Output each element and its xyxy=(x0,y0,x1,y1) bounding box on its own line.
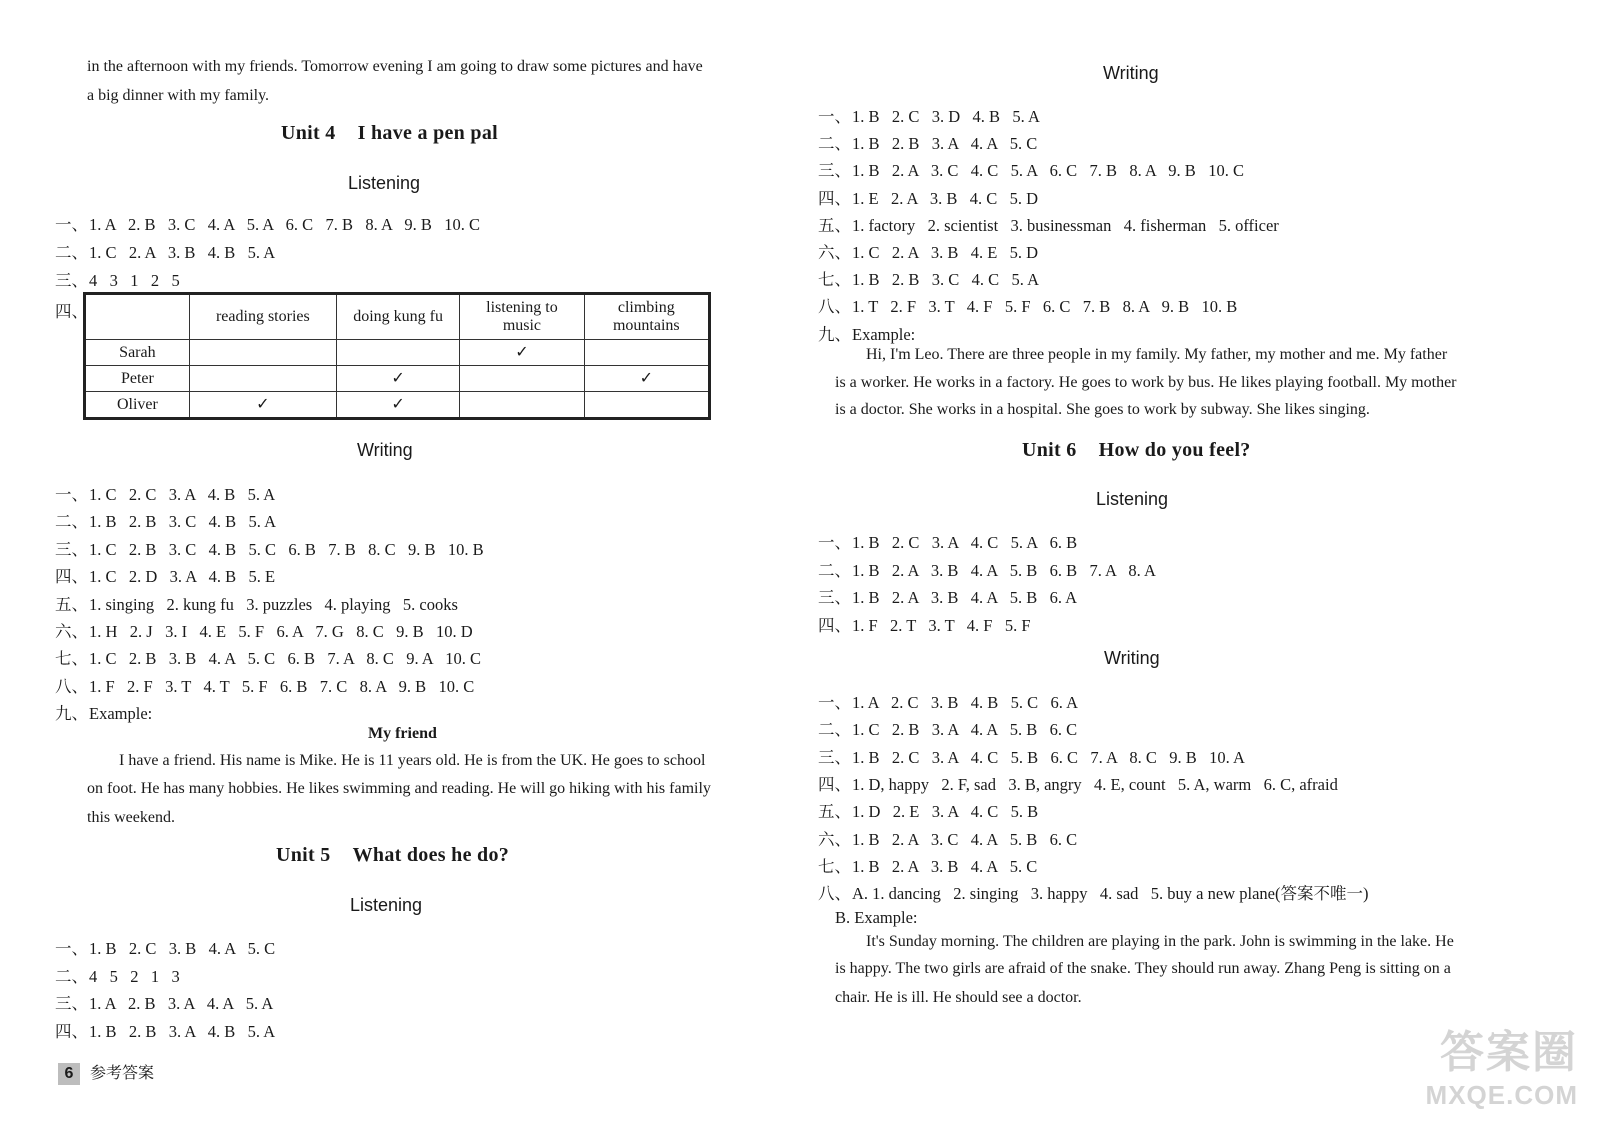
answer-row xyxy=(818,266,1039,290)
essay4-line-3: this weekend. xyxy=(87,809,175,826)
answer-row-text: 1. singing 2. kung fu 3. puzzles 4. playing 5. cooks xyxy=(89,594,458,614)
unit5-name: What does he do? xyxy=(352,844,510,866)
b-example: B. Example: xyxy=(835,908,918,927)
unit4-writing-heading: Writing xyxy=(357,440,413,460)
answer-row-label: 二、 xyxy=(818,134,851,154)
table-row xyxy=(85,392,710,419)
table-row xyxy=(85,366,710,392)
unit5-title xyxy=(276,844,509,867)
table-header-text: reading stories xyxy=(215,308,310,325)
answer-row-label: 八、 xyxy=(55,676,88,696)
answer-row-label: 一、 xyxy=(818,533,851,552)
table-header-row xyxy=(85,294,710,340)
answer-row-text: 1. A 2. B 3. C 4. A 5. A 6. C 7. B 8. A 9. B 10. C xyxy=(89,215,481,234)
answer-row-text: 1. B 2. B 3. C 4. C 5. A xyxy=(852,270,1040,290)
answer-row-label: 三、 xyxy=(818,747,851,767)
answer-row-label: 九、 xyxy=(55,704,88,724)
answer-row-text: 1. C 2. B 3. A 4. A 5. B 6. C xyxy=(852,720,1078,740)
table-header-text: doing kung fu xyxy=(353,308,443,325)
answer-row-text: 1. factory 2. scientist 3. businessman 4. fisherman 5. officer xyxy=(852,215,1279,235)
answer-row-label: 二、 xyxy=(55,243,88,262)
answer-row xyxy=(55,536,484,560)
answer-row-label: 三、 xyxy=(818,588,851,607)
answer-row-label: 二、 xyxy=(818,560,851,580)
answer-row-label: 七、 xyxy=(818,856,851,876)
answer-row xyxy=(55,563,275,587)
unit6-title xyxy=(1022,439,1251,462)
answer-row-text: 1. B 2. C 3. D 4. B 5. A xyxy=(852,107,1040,126)
answer-row-text: 1. B 2. A 3. C 4. C 5. A 6. C 7. B 8. A 9. B 10. C xyxy=(852,161,1244,181)
answer-row-label: 三、 xyxy=(818,161,851,181)
answer-row xyxy=(55,508,276,532)
essay5-line-3: is a doctor. She works in a hospital. She goes to work by subway. She likes singing. xyxy=(835,401,1370,418)
essay5-line-2: is a worker. He works in a factory. He goes to work by bus. He likes playing football. My mother xyxy=(835,374,1457,391)
check-mark-cell xyxy=(336,340,459,366)
answer-row-text: 1. F 2. F 3. T 4. T 5. F 6. B 7. C 8. A 9. B 10. C xyxy=(89,676,475,696)
answer-row-text: 1. B 2. A 3. C 4. A 5. B 6. C xyxy=(852,829,1078,849)
answer-row xyxy=(55,239,275,263)
answer-row xyxy=(55,990,273,1014)
answer-row-label: 六、 xyxy=(55,622,88,641)
essay4-line-1: I have a friend. His name is Mike. He is 11 years old. He is from the UK. He goes to school xyxy=(119,752,706,769)
answer-row-text: 1. B 2. A 3. B 4. A 5. C xyxy=(852,856,1038,876)
answer-row xyxy=(818,103,1040,127)
answer-row-text: 1. A 2. B 3. A 4. A 5. A xyxy=(89,994,274,1014)
answer-row xyxy=(55,645,481,669)
answer-row-label: 五、 xyxy=(818,802,851,822)
answer-row-label: 二、 xyxy=(55,966,88,986)
answer-row xyxy=(55,591,458,615)
unit6-writing-heading: Writing xyxy=(1104,648,1160,668)
answer-row-text: 1. D 2. E 3. A 4. C 5. B xyxy=(852,802,1039,822)
answer-row-text: A. 1. dancing 2. singing 3. happy 4. sad 5. buy a new plane(答案不唯一) xyxy=(852,884,1369,904)
answer-row-text: 1. B 2. B 3. A 4. A 5. C xyxy=(852,134,1038,154)
check-mark-cell: ✓ xyxy=(460,340,584,366)
check-mark-cell xyxy=(189,340,336,366)
answer-row xyxy=(55,963,180,987)
check-mark-cell xyxy=(189,366,336,392)
table-row-name: Oliver xyxy=(85,392,190,419)
answer-row-text: 1. B 2. B 3. C 4. B 5. A xyxy=(89,512,277,532)
table-header-cell xyxy=(336,294,459,340)
intro-line-1: in the afternoon with my friends. Tomorrow evening I am going to draw some pictures and have xyxy=(87,58,703,75)
answer-row xyxy=(818,321,915,345)
check-mark-cell xyxy=(460,366,584,392)
table-header-cell xyxy=(460,294,584,340)
unit5-number: Unit 5 xyxy=(276,844,331,866)
table-label: 四、 xyxy=(55,302,88,321)
unit6-listening-heading: Listening xyxy=(1096,489,1169,509)
unit4-name: I have a pen pal xyxy=(357,122,498,144)
answer-row-text: 1. C 2. A 3. B 4. E 5. D xyxy=(852,243,1039,262)
check-mark-cell xyxy=(460,392,584,419)
unit5-listening-heading: Listening xyxy=(350,895,423,915)
unit6-number: Unit 6 xyxy=(1022,439,1077,461)
answer-row xyxy=(818,584,1077,608)
unit5-writing-heading: Writing xyxy=(1103,63,1159,83)
answer-row xyxy=(818,853,1037,877)
answer-row xyxy=(818,744,1245,768)
answer-row-label: 一、 xyxy=(818,693,851,712)
table-row-name: Peter xyxy=(85,366,190,392)
answer-row xyxy=(818,529,1077,553)
watermark-line-2: MXQE.COM xyxy=(1425,1080,1578,1110)
answer-row-text: 1. B 2. B 3. A 4. B 5. A xyxy=(89,1021,276,1041)
answer-row xyxy=(55,481,275,505)
watermark xyxy=(1426,1016,1578,1111)
answer-row-text: 1. E 2. A 3. B 4. C 5. D xyxy=(852,188,1039,208)
answer-row-text: 1. F 2. T 3. T 4. F 5. F xyxy=(852,615,1031,635)
answer-row-label: 三、 xyxy=(55,271,88,290)
page-number: 6 xyxy=(58,1063,80,1085)
answer-row-label: 七、 xyxy=(818,270,851,290)
answer-row-text: 1. T 2. F 3. T 4. F 5. F 6. C 7. B 8. A 9. B 10. B xyxy=(852,297,1238,317)
answer-row-label: 四、 xyxy=(55,1021,88,1041)
table-header-cell xyxy=(584,294,709,340)
essay5-line-1: Hi, I'm Leo. There are three people in my family. My father, my mother and me. My father xyxy=(866,346,1448,363)
answer-row-label: 五、 xyxy=(818,215,851,235)
footer-text: 参考答案 xyxy=(90,1065,155,1082)
answer-row-label: 一、 xyxy=(818,107,851,126)
answer-row xyxy=(818,826,1077,850)
essay-title: My friend xyxy=(368,725,437,742)
answer-row xyxy=(818,880,1368,904)
answer-row xyxy=(818,771,1338,795)
essay4-line-2: on foot. He has many hobbies. He likes swimming and reading. He will go hiking with his family xyxy=(87,780,711,797)
answer-row xyxy=(818,716,1077,740)
answer-row xyxy=(818,212,1279,236)
answer-row xyxy=(818,293,1237,317)
table-row-name: Sarah xyxy=(85,340,190,366)
watermark-line-1: 答案圈 xyxy=(1440,1028,1578,1077)
answer-row xyxy=(55,700,152,724)
answer-row-text: Example: xyxy=(852,324,916,344)
answer-row-label: 五、 xyxy=(55,594,88,614)
answer-row xyxy=(818,157,1244,181)
answer-row xyxy=(55,267,180,291)
answer-row-label: 四、 xyxy=(55,567,88,587)
unit4-number: Unit 4 xyxy=(281,122,336,144)
answer-row-label: 四、 xyxy=(818,188,851,208)
answer-row xyxy=(55,935,275,959)
answer-row-text: 1. B 2. C 3. A 4. C 5. B 6. C 7. A 8. C 9. B 10. A xyxy=(852,747,1245,767)
check-mark-cell: ✓ xyxy=(336,366,459,392)
answer-row-text: 1. B 2. A 3. B 4. A 5. B 6. A xyxy=(852,588,1078,607)
answer-row-text: 1. C 2. D 3. A 4. B 5. E xyxy=(89,567,276,587)
check-mark-cell xyxy=(584,392,709,419)
answer-row xyxy=(55,673,474,697)
answer-row-text: 1. B 2. C 3. A 4. C 5. A 6. B xyxy=(852,533,1078,552)
hobbies-table xyxy=(83,292,711,420)
answer-row xyxy=(818,239,1038,263)
answer-row xyxy=(55,211,480,235)
answer-row xyxy=(55,1018,275,1042)
answer-row-text: 1. D, happy 2. F, sad 3. B, angry 4. E, count 5. A, warm 6. C, afraid xyxy=(852,774,1338,794)
answer-row-label: 四、 xyxy=(818,615,851,635)
check-mark-cell: ✓ xyxy=(189,392,336,419)
answer-row-text: 1. C 2. A 3. B 4. B 5. A xyxy=(89,243,276,262)
answer-row-text: 1. H 2. J 3. I 4. E 5. F 6. A 7. G 8. C 9. B 10. D xyxy=(89,622,473,641)
essay6-line-2: is happy. The two girls are afraid of the snake. They should run away. Zhang Peng is sitting on a xyxy=(835,960,1451,977)
check-mark-cell xyxy=(584,340,709,366)
answer-row-label: 二、 xyxy=(818,720,851,740)
answer-row-label: 一、 xyxy=(55,485,88,504)
answer-row-text: 1. A 2. C 3. B 4. B 5. C 6. A xyxy=(852,693,1078,712)
table-header-cell xyxy=(189,294,336,340)
answer-row xyxy=(818,130,1037,154)
answer-row xyxy=(818,185,1038,209)
answer-row-label: 九、 xyxy=(818,324,851,344)
answer-row xyxy=(818,612,1031,636)
intro-line-2: a big dinner with my family. xyxy=(87,87,270,104)
answer-row-label: 七、 xyxy=(55,649,88,669)
table-header-text: listening to music xyxy=(486,299,558,334)
essay6-line-1: It's Sunday morning. The children are playing in the park. John is swimming in the lake. He xyxy=(866,933,1454,950)
answer-row-label: 三、 xyxy=(55,539,88,559)
answer-row xyxy=(818,689,1078,713)
table-row xyxy=(85,340,710,366)
check-mark-cell: ✓ xyxy=(584,366,709,392)
answer-row-label: 三、 xyxy=(55,994,88,1014)
answer-row-text: Example: xyxy=(89,704,153,724)
answer-row xyxy=(818,798,1038,822)
answer-row xyxy=(55,618,473,642)
unit4-title xyxy=(281,122,498,145)
check-mark-cell: ✓ xyxy=(336,392,459,419)
answer-row-label: 八、 xyxy=(818,297,851,317)
answer-row xyxy=(818,557,1156,581)
answer-row-label: 六、 xyxy=(818,829,851,849)
essay6-line-3: chair. He is ill. He should see a doctor. xyxy=(835,989,1082,1006)
answer-row-label: 六、 xyxy=(818,243,851,262)
answer-row-label: 八、 xyxy=(818,884,851,904)
answer-row-text: 1. C 2. B 3. B 4. A 5. C 6. B 7. A 8. C 9. A 10. C xyxy=(89,649,481,669)
table-corner-cell xyxy=(85,294,190,340)
answer-row-text: 1. C 2. B 3. C 4. B 5. C 6. B 7. B 8. C 9. B 10. B xyxy=(89,539,484,559)
answer-row-text: 4 5 2 1 3 xyxy=(89,966,180,986)
answer-row-label: 一、 xyxy=(55,939,88,958)
unit6-name: How do you feel? xyxy=(1098,439,1251,461)
answer-row-label: 一、 xyxy=(55,215,88,234)
unit4-listening-heading: Listening xyxy=(348,173,421,193)
answer-row-text: 1. C 2. C 3. A 4. B 5. A xyxy=(89,485,276,504)
answer-row-text: 1. B 2. C 3. B 4. A 5. C xyxy=(89,939,276,958)
answer-row-text: 1. B 2. A 3. B 4. A 5. B 6. B 7. A 8. A xyxy=(852,560,1156,580)
table-header-text: climbing mountains xyxy=(612,299,680,334)
answer-row-label: 四、 xyxy=(818,774,851,794)
answer-row-label: 二、 xyxy=(55,512,88,532)
answer-row-text: 4 3 1 2 5 xyxy=(89,271,180,290)
page-footer xyxy=(58,1060,154,1085)
